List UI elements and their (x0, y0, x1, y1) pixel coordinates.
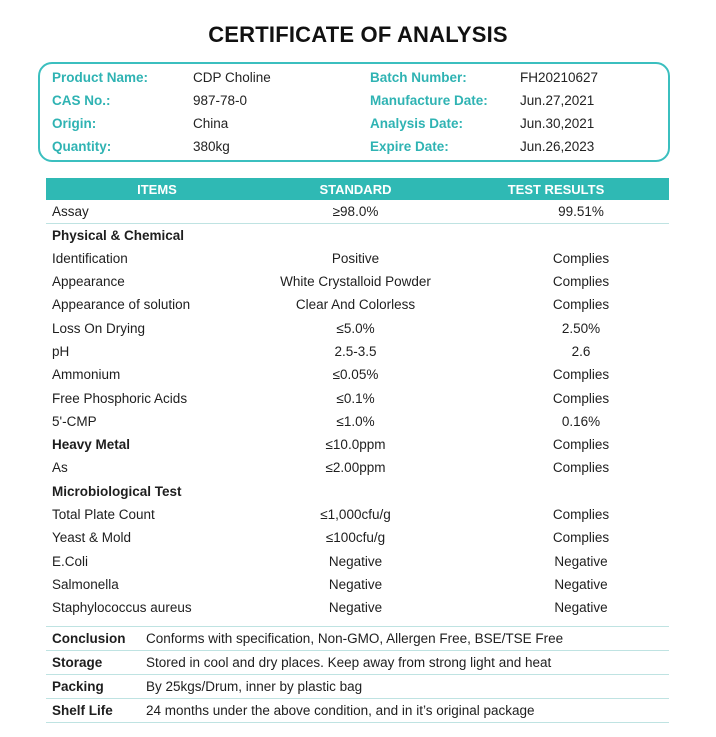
row-item: As (52, 460, 68, 476)
summary-row-storage (46, 651, 669, 675)
table-row (46, 270, 669, 293)
row-standard: ≤1.0% (336, 413, 375, 429)
table-row (46, 503, 669, 526)
row-result: Complies (552, 274, 610, 290)
row-item: pH (52, 343, 70, 359)
product-name-value: CDP Choline (193, 70, 271, 85)
expire-date-value: Jun.26,2023 (520, 139, 595, 154)
row-standard: Positive (331, 250, 380, 266)
row-item: Appearance of solution (52, 297, 191, 313)
row-result: Complies (552, 297, 610, 313)
conclusion-value: Conforms with specification, Non-GMO, Allergen Free, BSE/TSE Free (141, 627, 669, 651)
cas-label: CAS No.: (52, 93, 111, 108)
row-item: Yeast & Mold (52, 530, 132, 546)
row-result: 2.6 (571, 343, 591, 359)
row-standard: ≤0.05% (332, 367, 379, 383)
packing-value: By 25kgs/Drum, inner by plastic bag (141, 675, 669, 699)
table-row (46, 200, 669, 223)
table-row (46, 456, 669, 479)
table-row (46, 386, 669, 409)
row-item: Ammonium (52, 367, 121, 383)
row-item: Staphylococcus aureus (52, 600, 192, 616)
section-row (46, 480, 669, 503)
row-result: 99.51% (443, 200, 669, 223)
table-row (46, 410, 669, 433)
row-result: Complies (552, 437, 610, 453)
storage-value: Stored in cool and dry places. Keep away from strong light and heat (141, 651, 669, 675)
table-row (46, 340, 669, 363)
batch-number-value: FH20210627 (520, 70, 599, 85)
info-row (40, 136, 668, 158)
quantity-value: 380kg (193, 139, 230, 154)
row-standard: Negative (328, 576, 383, 592)
section-row (46, 223, 669, 246)
table-row (46, 596, 669, 619)
row-standard: ≤10.0ppm (325, 437, 386, 453)
header-items: ITEMS (46, 178, 268, 200)
summary-table (46, 626, 669, 723)
expire-date-label: Expire Date: (370, 139, 449, 154)
row-standard: Clear And Colorless (295, 297, 416, 313)
product-name-label: Product Name: (52, 70, 149, 85)
cas-value: 987-78-0 (193, 93, 248, 108)
table-row (46, 526, 669, 549)
table-row (46, 293, 669, 316)
info-row (40, 113, 668, 135)
section-title: Physical & Chemical (52, 227, 185, 243)
table-header-row (46, 178, 669, 200)
analysis-table (46, 178, 669, 619)
row-item: E.Coli (52, 553, 89, 569)
table-row (46, 247, 669, 270)
info-row (40, 90, 668, 112)
row-standard: ≥98.0% (268, 200, 443, 223)
row-standard: 2.5-3.5 (334, 343, 377, 359)
storage-label: Storage (46, 651, 141, 675)
row-result: 2.50% (561, 320, 601, 336)
row-result: Complies (552, 250, 610, 266)
table-row (46, 363, 669, 386)
header-standard: STANDARD (268, 178, 443, 200)
info-row (40, 67, 668, 89)
section-title: Microbiological Test (52, 483, 182, 499)
row-item: Total Plate Count (52, 507, 155, 522)
row-result: Complies (552, 390, 610, 406)
row-result: Complies (552, 507, 610, 522)
row-result: Complies (552, 460, 610, 476)
row-standard: ≤1,000cfu/g (320, 507, 391, 522)
row-item: Free Phosphoric Acids (52, 390, 188, 406)
summary-row-packing (46, 675, 669, 699)
shelf-life-label: Shelf Life (46, 699, 141, 723)
origin-value: China (193, 116, 229, 131)
packing-label: Packing (46, 675, 141, 699)
row-result: Negative (554, 600, 608, 616)
row-item: Loss On Drying (52, 320, 146, 336)
row-result: Negative (554, 553, 608, 569)
table-row (46, 433, 669, 456)
row-result: Complies (552, 530, 610, 546)
analysis-date-value: Jun.30,2021 (520, 116, 595, 131)
manufacture-date-value: Jun.27,2021 (520, 93, 595, 108)
row-item: Identification (52, 250, 128, 266)
header-test-results: TEST RESULTS (443, 178, 669, 200)
quantity-label: Quantity: (52, 139, 112, 154)
row-standard: ≤100cfu/g (325, 530, 386, 546)
row-standard: ≤0.1% (336, 390, 375, 406)
row-result: 0.16% (561, 413, 601, 429)
row-standard: ≤2.00ppm (325, 460, 386, 476)
analysis-date-label: Analysis Date: (370, 116, 464, 131)
row-standard: Negative (328, 553, 383, 569)
row-item: Salmonella (52, 576, 119, 592)
table-row (46, 573, 669, 596)
manufacture-date-label: Manufacture Date: (370, 93, 488, 108)
shelf-life-value: 24 months under the above condition, and in it’s original package (141, 699, 669, 723)
row-standard: Negative (328, 600, 383, 616)
summary-row-conclusion (46, 627, 669, 651)
row-item: 5'-CMP (52, 413, 97, 429)
document-title: CERTIFICATE OF ANALYSIS (208, 22, 508, 47)
batch-number-label: Batch Number: (370, 70, 467, 85)
row-standard: White Crystalloid Powder (280, 274, 431, 290)
row-item: Heavy Metal (52, 437, 131, 453)
row-result: Negative (554, 576, 608, 592)
row-result: Complies (552, 367, 610, 383)
row-standard: ≤5.0% (336, 320, 375, 336)
table-row (46, 549, 669, 572)
product-info-box (38, 62, 670, 162)
table-row (46, 316, 669, 339)
conclusion-label: Conclusion (46, 627, 141, 651)
summary-row-shelf-life (46, 699, 669, 723)
origin-label: Origin: (52, 116, 97, 131)
row-item: Assay (46, 200, 268, 223)
row-item: Appearance (52, 274, 125, 290)
